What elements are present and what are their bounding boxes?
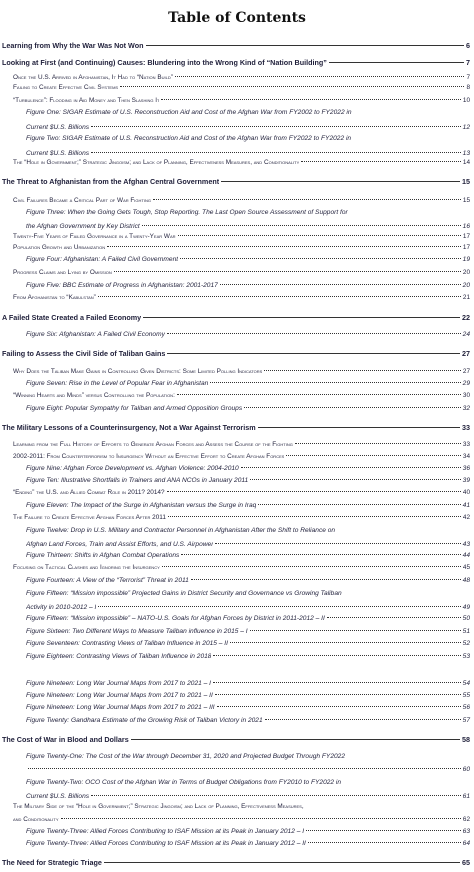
toc-entry-figure[interactable] (0, 627, 474, 637)
dot-leader (265, 719, 461, 720)
toc-entry-title: Figure Twelve: Drop in U.S. Military and Contractor Personnel in Afghanistan After the Shift to Reliance on (26, 527, 336, 534)
dot-leader (220, 284, 461, 285)
toc-entry-title: A Failed State Created a Failed Economy (2, 313, 142, 322)
toc-entry-figure[interactable] (0, 691, 474, 701)
toc-entry-page: 8 (466, 84, 470, 91)
toc-entry-section[interactable] (0, 858, 474, 868)
toc-entry-figure[interactable] (0, 540, 474, 550)
toc-entry-page: 33 (462, 441, 470, 448)
dot-leader (91, 152, 461, 153)
dot-leader (91, 126, 461, 127)
toc-entry-title: The Failure to Create Effective Afghan Forces After 2011 (13, 514, 166, 521)
toc-entry-title: Figure Eighteen: Contrasting Views of Taliban Influence in 2018 (26, 653, 212, 660)
toc-entry-page: 49 (462, 604, 470, 611)
toc-entry-figure[interactable] (0, 379, 474, 389)
dot-leader (210, 382, 460, 383)
toc-entry-page: 39 (462, 477, 470, 484)
toc-entry-page: 33 (462, 423, 470, 432)
toc-entry-subsection[interactable] (0, 452, 474, 462)
toc-entry-title: The “Hole in Government;” Strategic Jingoism; and Lack of Planning, Effectiveness Measures, and Conditionality (13, 159, 300, 166)
toc-entry-page: 15 (462, 177, 470, 186)
toc-entry-title: Figure Four: Afghanistan: A Failed Civil Government (26, 256, 179, 263)
toc-entry-page: 14 (462, 159, 470, 166)
toc-entry-title: Figure Sixteen: Two Different Ways to Measure Taliban influence in 2015 – I (26, 628, 248, 635)
dot-leader (178, 235, 461, 236)
toc-entry-section[interactable] (0, 58, 474, 68)
toc-entry-title: Figure Six: Afghanistan: A Failed Civil Economy (26, 331, 165, 338)
toc-entry-title: “Turbulence”: Flooding in Aid Money and Then Slashing It (13, 97, 160, 104)
toc-entry-page: 64 (462, 840, 470, 847)
toc-entry-page: 24 (462, 331, 470, 338)
dot-leader (241, 467, 461, 468)
toc-entry-title: Figure Ten: Illustrative Shortfalls in Trainers and ANA NCOs in January 2011 (26, 477, 249, 484)
toc-entry-page: 17 (462, 233, 470, 240)
toc-entry-title: Figure Twenty-Three: Allied Forces Contributing to ISAF Mission at its Peak in January 2012 – II (26, 840, 306, 847)
dot-leader (107, 246, 461, 247)
toc-entry-page: 42 (462, 514, 470, 521)
toc-entry-title: Figure Five: BBC Estimate of Progress in Afghanistan: 2001-2017 (26, 282, 218, 289)
toc-entry-page: 10 (462, 97, 470, 104)
toc-entry-subsection[interactable] (0, 367, 474, 377)
toc-entry-page: 60 (462, 766, 470, 773)
toc-entry-page: 29 (462, 380, 470, 387)
toc-entry-section[interactable] (0, 41, 474, 51)
toc-entry-title: From Afghanistan to “Kabulstan” (13, 294, 96, 301)
toc-entry-title: Figure Fifteen: “Mission impossible” – NATO-U.S. Goals for Afghan Forces by District in 2011-2012 – II (26, 615, 325, 622)
toc-entry-figure[interactable] (0, 222, 474, 232)
toc-entry-page: 7 (466, 58, 470, 67)
toc-entry-subsection[interactable] (0, 513, 474, 523)
toc-entry-subsection[interactable] (0, 488, 474, 498)
dot-leader (286, 455, 460, 456)
toc-entry-figure[interactable] (0, 614, 474, 624)
toc-entry-figure[interactable] (0, 839, 474, 849)
dot-leader (104, 862, 460, 863)
toc-entry-title: Figure Twenty-One: The Cost of the War through December 31, 2020 and Projected Budget Through FY2022 (26, 753, 345, 760)
toc-entry-subsection[interactable] (0, 563, 474, 573)
dot-leader (167, 353, 460, 354)
toc-entry-title: Population Growth and Urbanization (13, 244, 106, 251)
dot-leader (161, 99, 460, 100)
toc-entry-figure[interactable] (0, 551, 474, 561)
toc-entry-page: 12 (462, 124, 470, 131)
toc-entry-page: 17 (462, 244, 470, 251)
toc-entry-subsection[interactable] (0, 293, 474, 303)
toc-entry-title: Looking at First (and Continuing) Causes: Blundering into the Wrong Kind of “Nation Building” (2, 58, 327, 67)
toc-entry-subsection[interactable] (0, 73, 474, 83)
toc-entry-page: 65 (462, 858, 470, 867)
toc-entry-subsection[interactable] (0, 391, 474, 401)
dot-leader (153, 199, 461, 200)
toc-entry-page: 52 (462, 640, 470, 647)
dot-leader (91, 795, 461, 796)
dot-leader (327, 617, 461, 618)
dot-leader (168, 516, 461, 517)
dot-leader (301, 161, 461, 162)
toc-entry-title: Figure Eleven: The Impact of the Surge in Afghanistan versus the Surge in Iraq (26, 502, 257, 509)
toc-entry-page: 15 (462, 197, 470, 204)
toc-entry-page: 13 (462, 150, 470, 157)
toc-entry-title: Why Does the Taliban Make Gains in Controlling Given Districts: Some Limited Polling Indicators (13, 368, 263, 375)
toc-entry-page: 36 (462, 465, 470, 472)
toc-entry-page: 50 (462, 615, 470, 622)
toc-entry-page: 48 (462, 577, 470, 584)
toc-entry-page: 7 (466, 74, 470, 81)
dot-leader (180, 258, 461, 259)
toc-entry-title: Figure Twenty-Two: OCO Cost of the Afghan War in Terms of Budget Obligations from FY2010 to FY2022 in (26, 779, 342, 786)
toc-entry-figure[interactable] (0, 652, 474, 662)
dot-leader (61, 818, 461, 819)
toc-entry-subsection[interactable] (0, 96, 474, 106)
toc-entry-page: 55 (462, 692, 470, 699)
toc-entry-title: The Threat to Afghanistan from the Afghan Central Government (2, 177, 220, 186)
toc-entry-figure[interactable] (0, 679, 474, 689)
toc-entry-title: Civil Failures Became a Critical Part of War Fighting (13, 197, 151, 204)
toc-entry-figure[interactable] (0, 576, 474, 586)
toc-entry-title: Figure Seventeen: Contrasting Views of Taliban Influence in 2015 – II (26, 640, 228, 647)
toc-entry-subsection[interactable] (0, 232, 474, 242)
toc-entry-title: Figure Twenty: Gandhara Estimate of the Growing Risk of Taliban Victory in 2021 (26, 717, 263, 724)
dot-leader (191, 579, 461, 580)
toc-entry-title: Learning from Why the War Was Not Won (2, 41, 144, 50)
toc-entry-figure[interactable] (0, 404, 474, 414)
toc-entry-subsection[interactable] (0, 440, 474, 450)
toc-entry-title: “Ending” the U.S. and Allied Combat Role in 2011? 2014? (13, 489, 165, 496)
toc-entry-figure[interactable] (0, 464, 474, 474)
toc-entry-page: 20 (462, 269, 470, 276)
toc-entry-title-continued: Afghan Land Forces, Train and Assist Efforts, and U.S. Airpower (26, 541, 214, 548)
toc-entry-title: Learning from the Full History of Efforts to Generate Afghan Forces and Assess the Course of the Fighting (13, 441, 293, 448)
dot-leader (175, 76, 465, 77)
toc-entry-section[interactable] (0, 177, 474, 187)
dot-leader (230, 642, 461, 643)
toc-entry-title: Figure Fifteen: “Mission impossible” Projected Gains in District Security and Governance vs Growing Taliban (26, 590, 342, 597)
toc-entry-subsection[interactable] (0, 196, 474, 206)
toc-entry-page: 41 (462, 502, 470, 509)
toc-entry-title: Twenty-Five Years of Failed Governance in a Twenty-Year War (13, 233, 176, 240)
toc-entry-title-continued: Current $U.S. Billions (26, 124, 90, 131)
toc-entry-page: 20 (462, 282, 470, 289)
dot-leader (213, 682, 461, 683)
dot-leader (131, 739, 460, 740)
dot-leader (213, 655, 460, 656)
dot-leader (258, 504, 460, 505)
dot-leader (217, 706, 461, 707)
toc-entry-page: 45 (462, 564, 470, 571)
toc-entry-page: 27 (462, 349, 470, 358)
toc-entry-figure[interactable] (0, 281, 474, 291)
toc-entry-page: 22 (462, 313, 470, 322)
toc-entry-subsection[interactable] (0, 815, 474, 825)
toc-entry-title: “Winning Hearts and Minds” versus Controlling the Population: (13, 392, 175, 399)
toc-entry-title: The Cost of War in Blood and Dollars (2, 735, 129, 744)
dot-leader (244, 407, 461, 408)
dot-leader (162, 566, 461, 567)
dot-leader (215, 543, 460, 544)
toc-entry-page: 30 (462, 392, 470, 399)
toc-entry-page: 21 (462, 294, 470, 301)
toc-entry-title: Focusing on Tactical Clashes and Ignoring the Insurgency (13, 564, 160, 571)
toc-entry-title: The Military Lessons of a Counterinsurgency, Not a War Against Terrorism (2, 423, 256, 432)
toc-entry-figure[interactable] (0, 501, 474, 511)
toc-entry-title: Figure Nineteen: Long War Journal Maps from 2017 to 2021 – I (26, 680, 211, 687)
dot-leader (250, 630, 461, 631)
toc-entry-title: Figure Seven: Rise in the Level of Popular Fear in Afghanistan (26, 380, 209, 387)
toc-entry-page: 54 (462, 680, 470, 687)
toc-entry-page: 51 (462, 628, 470, 635)
toc-entry-title-continued: and Conditionality (13, 816, 59, 823)
toc-title: Table of Contents (168, 10, 306, 26)
toc-entry-title: Figure Two: SIGAR Estimate of U.S. Reconstruction Aid and Cost of the Afghan War from FY2022 to FY2022 in (26, 135, 352, 142)
dot-leader (221, 181, 460, 182)
toc-entry-title: Figure Thirteen: Shifts in Afghan Combat Operations (26, 552, 180, 559)
toc-entry-section[interactable] (0, 349, 474, 359)
toc-entry-page: 56 (462, 704, 470, 711)
toc-entry-page: 32 (462, 405, 470, 412)
toc-entry-page: 40 (462, 489, 470, 496)
dot-leader (295, 443, 461, 444)
toc-entry-figure[interactable] (0, 765, 474, 775)
toc-entry-page: 16 (462, 223, 470, 230)
toc-entry-title: Once the U.S. Arrived in Afghanistan, It Had to “Nation Build” (13, 74, 173, 81)
toc-entry-page: 61 (462, 793, 470, 800)
toc-entry-subsection[interactable] (0, 243, 474, 253)
toc-entry-figure[interactable] (0, 716, 474, 726)
toc-entry-title: Failing to Assess the Civil Side of Taliban Gains (2, 349, 166, 358)
toc-entry-title: Figure Nineteen: Long War Journal Maps from 2017 to 2021 – III (26, 704, 215, 711)
dot-leader (258, 427, 460, 428)
dot-leader (177, 394, 461, 395)
toc-entry-title: 2002-2011: From Counterterrorism to Insurgency Without an Effective Effort to Create Afghan Forces (13, 453, 285, 460)
dot-leader (167, 491, 461, 492)
toc-entry-page: 43 (462, 541, 470, 548)
toc-entry-figure[interactable] (0, 330, 474, 340)
toc-entry-title: Figure Nine: Afghan Force Development vs. Afghan Violence: 2004-2010 (26, 465, 239, 472)
toc-entry-page: 34 (462, 453, 470, 460)
dot-leader (306, 830, 461, 831)
toc-entry-title: The Military Side of the “Hole in Government;” Strategic Jingoism; and Lack of Planning, Effectiveness Measures, (13, 803, 304, 810)
dot-leader (120, 86, 464, 87)
toc-entry-figure[interactable] (0, 603, 474, 613)
toc-entry-page: 27 (462, 368, 470, 375)
dot-leader (250, 479, 460, 480)
toc-entry-title: Figure Eight: Popular Sympathy for Taliban and Armed Opposition Groups (26, 405, 243, 412)
toc-entry-page: 57 (462, 717, 470, 724)
toc-entry-title: Failing to Create Effective Civil Systems (13, 84, 119, 91)
toc-entry-title: Figure One: SIGAR Estimate of U.S. Reconstruction Aid and Cost of the Afghan War from FY2002 to FY2022 in (26, 109, 352, 116)
dot-leader (181, 554, 460, 555)
dot-leader (142, 225, 461, 226)
toc-entry-page: 19 (462, 256, 470, 263)
toc-entry-figure[interactable] (0, 639, 474, 649)
toc-entry-figure[interactable] (0, 703, 474, 713)
dot-leader (98, 296, 461, 297)
toc-entry-page: 53 (462, 653, 470, 660)
toc-entry-section[interactable] (0, 735, 474, 745)
toc-entry-section[interactable] (0, 313, 474, 323)
toc-entry-figure[interactable] (0, 827, 474, 837)
dot-leader (114, 271, 461, 272)
toc-entry-figure[interactable] (0, 476, 474, 486)
toc-entry-title: Progress Claims and Lying by Omission (13, 269, 112, 276)
dot-leader (143, 317, 460, 318)
toc-entry-title-continued: Current $U.S. Billions (26, 793, 90, 800)
toc-entry-title: Figure Fourteen: A View of the “Terrorist” Threat in 2011 (26, 577, 189, 584)
toc-entry-subsection[interactable] (0, 158, 474, 168)
toc-entry-page: 63 (462, 828, 470, 835)
toc-entry-title: Figure Nineteen: Long War Journal Maps from 2017 to 2021 – II (26, 692, 213, 699)
dot-leader (28, 768, 461, 769)
toc-entry-figure[interactable] (0, 792, 474, 802)
toc-entry-subsection[interactable] (0, 268, 474, 278)
dot-leader (264, 370, 461, 371)
toc-entry-title-continued: the Afghan Government by Key District (26, 223, 140, 230)
dot-leader (167, 333, 461, 334)
dot-leader (308, 842, 461, 843)
toc-entry-section[interactable] (0, 423, 474, 433)
toc-entry-page: 44 (462, 552, 470, 559)
dot-leader (98, 606, 460, 607)
toc-entry-page: 62 (462, 816, 470, 823)
toc-entry-figure[interactable] (0, 255, 474, 265)
toc-entry-title-continued: Activity in 2010-2012 – I (26, 604, 97, 611)
dot-leader (329, 62, 464, 63)
toc-entry-page: 6 (466, 41, 470, 50)
toc-entry-title: Figure Twenty-Three: Allied Forces Contributing to ISAF Mission at its Peak in January 2012 – I (26, 828, 305, 835)
toc-entry-title-continued: Current $U.S. Billions (26, 150, 90, 157)
toc-entry-figure[interactable] (0, 123, 474, 133)
dot-leader (146, 45, 465, 46)
toc-entry-page: 58 (462, 735, 470, 744)
dot-leader (215, 694, 461, 695)
toc-entry-title: The Need for Strategic Triage (2, 858, 102, 867)
toc-entry-title: Figure Three: When the Going Gets Tough, Stop Reporting. The Last Open Source Assessment of Support for (26, 209, 348, 216)
toc-entry-subsection[interactable] (0, 83, 474, 93)
